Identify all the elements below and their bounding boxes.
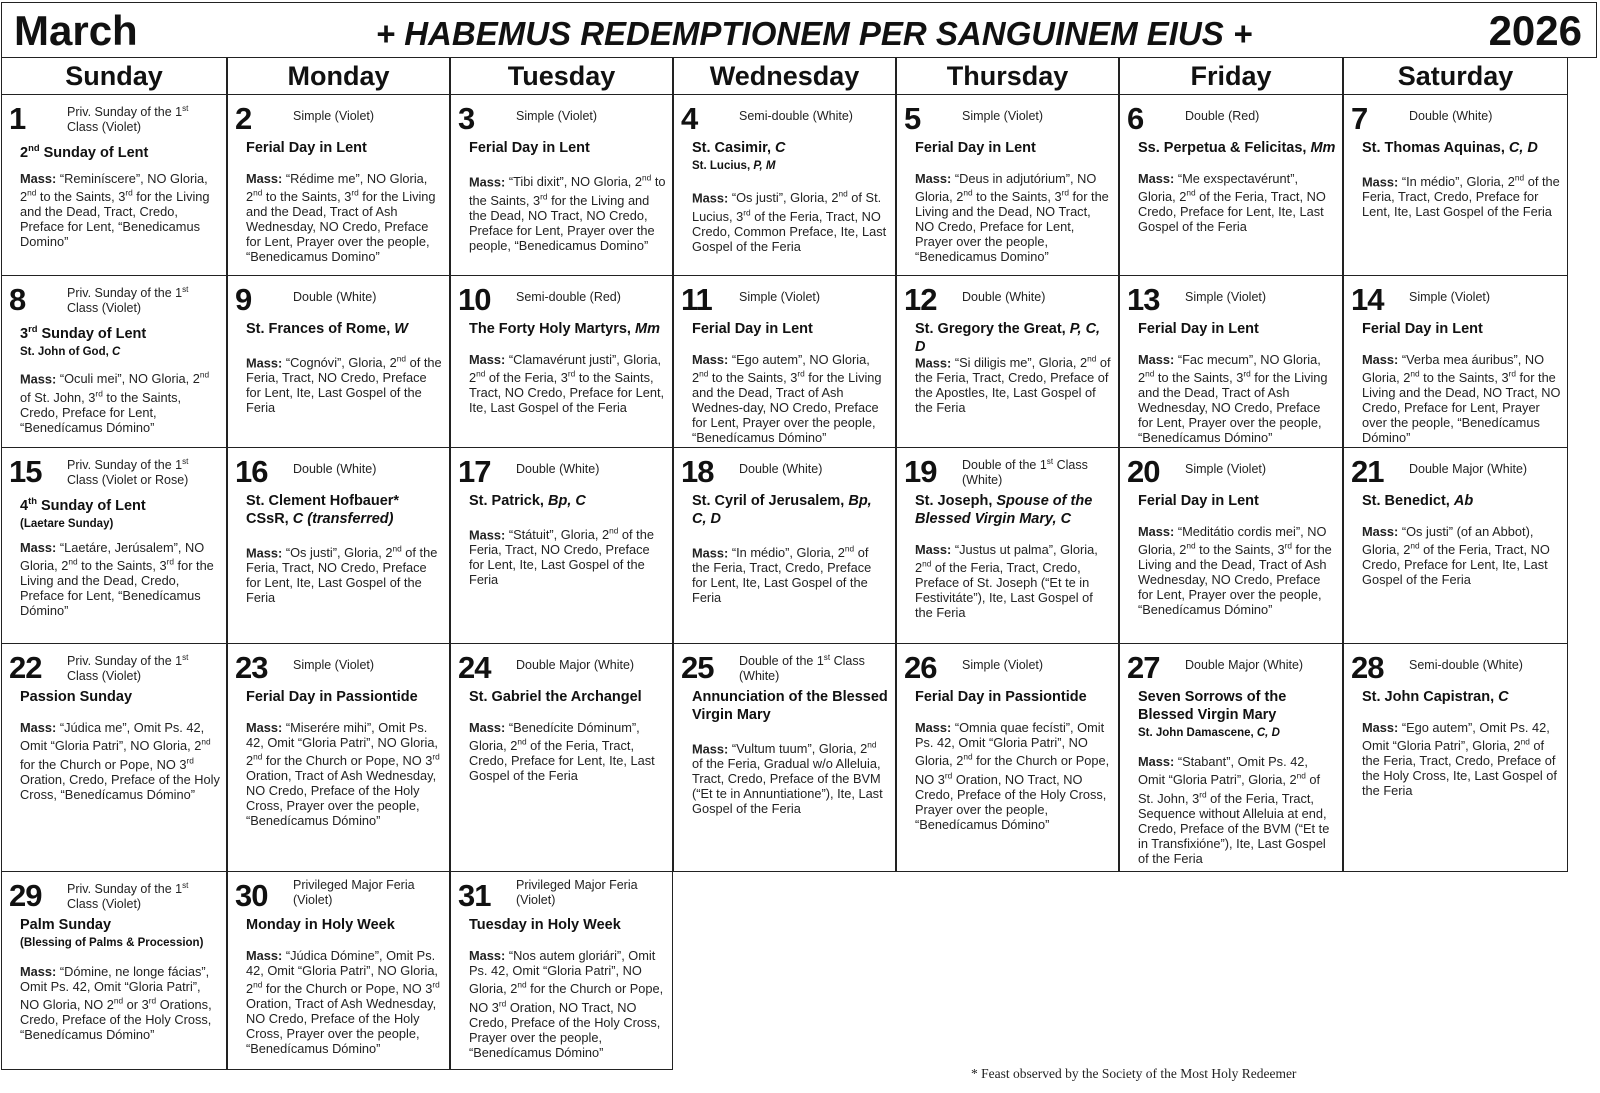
feast-name: Passion Sunday — [20, 689, 133, 705]
day-number: 22 — [9, 650, 42, 685]
commemoration: St. John Damascene, C, D — [1138, 727, 1280, 739]
mass-label: Mass: — [692, 190, 732, 206]
feast-title — [20, 492, 220, 533]
feast-name: Ferial Day in Lent — [692, 321, 813, 337]
feast-title — [246, 139, 443, 157]
day-cell-11[interactable] — [673, 276, 896, 448]
feast-name: Monday in Holy Week — [246, 917, 395, 933]
liturgical-rank: Semi-double (White) — [739, 109, 853, 123]
mass-propers — [20, 720, 220, 802]
commemoration: (Blessing of Palms & Procession) — [20, 937, 204, 949]
mass-text: “Miserére mihi”, Omit Ps. 42, Omit “Gloria Patri”, NO Gloria, 2nd for the Church or Pope, NO 3rd Oration, Tract of Ash Wednesday, NO Credo, Preface of the Holy Cross, Prayer over the people, “Benedícamus Dómino” — [246, 720, 440, 829]
liturgical-rank: Simple (Violet) — [516, 109, 598, 123]
mass-text: “Vultum tuum”, Gloria, 2nd of the Feria, Gradual w/o Alleluia, Tract, Credo, Preface of the BVM (“Et te in Annuntiatione”), Ite, Last Gospel of the Feria — [692, 740, 883, 817]
day-cell-21[interactable] — [1343, 448, 1568, 644]
mass-propers — [246, 171, 443, 264]
day-cell-15[interactable] — [1, 448, 227, 644]
mass-label: Mass: — [1138, 524, 1178, 539]
mass-text: “Júdica Dómine”, Omit Ps. 42, Omit “Gloria Patri”, NO Gloria, 2nd for the Church or Pope, NO 3rd Oration, Tract of Ash Wednesday, NO Credo, Preface of the Holy Cross, Prayer over the people, “Benedícamus Dómino” — [246, 948, 440, 1057]
day-cell-5[interactable] — [896, 95, 1119, 276]
mass-label: Mass: — [469, 352, 509, 367]
day-cell-24[interactable] — [450, 644, 673, 872]
mass-text: “In médio”, Gloria, 2nd of the Feria, Tract, Credo, Preface for Lent, Ite, Last Gospel of the Feria — [1362, 173, 1560, 220]
feast-title — [915, 320, 1112, 356]
mass-label: Mass: — [692, 352, 732, 367]
mass-propers — [1138, 754, 1336, 866]
mass-label: Mass: — [1138, 171, 1178, 186]
mass-propers — [915, 352, 1112, 415]
commemoration: (Laetare Sunday) — [20, 517, 114, 530]
feast-title — [1138, 320, 1336, 338]
day-number: 10 — [458, 282, 491, 317]
mass-label: Mass: — [1362, 174, 1402, 190]
day-cell-20[interactable] — [1119, 448, 1343, 644]
mass-propers — [1362, 352, 1561, 445]
liturgical-rank: Priv. Sunday of the 1st Class (Violet) — [67, 104, 189, 135]
mass-propers — [915, 542, 1112, 620]
mass-text: “Deus in adjutórium”, NO Gloria, 2nd to the Saints, 3rd for the Living and the Dead, NO Tract, NO Credo, Preface for Lent, Prayer over the people, “Benedicamus Domino” — [915, 171, 1109, 265]
commemoration: St. Lucius, P, M — [692, 160, 776, 172]
mass-text: “Justus ut palma”, Gloria, 2nd of the Feria, Tract, Credo, Preface of St. Joseph (“Et te in Festivitáte”), Ite, Last Gospel of the Feria — [915, 542, 1098, 621]
mass-label: Mass: — [469, 948, 509, 963]
day-number: 27 — [1127, 650, 1160, 685]
feast-title — [1138, 139, 1336, 157]
mass-label: Mass: — [1362, 352, 1402, 367]
day-number: 25 — [681, 650, 714, 685]
liturgical-rank: Double (White) — [739, 462, 823, 476]
day-number: 18 — [681, 454, 714, 489]
liturgical-rank: Simple (Violet) — [739, 290, 821, 304]
mass-text: “Meditátio cordis mei”, NO Gloria, 2nd to the Saints, 3rd for the Living and the Dead, Tract of Ash Wednesday, NO Credo, Preface for Lent, Prayer over the people, “Benedícamus Dómino” — [1138, 524, 1332, 618]
feast-title — [246, 492, 443, 528]
weekday-header-wednesday: Wednesday — [673, 58, 896, 95]
liturgical-rank: Double Major (White) — [1185, 658, 1304, 672]
liturgical-rank: Double Major (White) — [516, 658, 635, 672]
liturgical-rank: Double (White) — [293, 462, 377, 476]
feast-name: Ferial Day in Lent — [1138, 493, 1259, 509]
feast-title — [1362, 688, 1561, 706]
mass-label: Mass: — [915, 542, 955, 557]
mass-propers — [1138, 524, 1336, 617]
day-number: 8 — [9, 282, 26, 317]
feast-title — [469, 320, 666, 338]
feast-name: St. Thomas Aquinas, C, D — [1362, 140, 1538, 156]
feast-title — [20, 139, 220, 162]
mass-text: “Rédime me”, NO Gloria, 2nd to the Saints, 3rd for the Living and the Dead, Tract of Ash Wednesday, NO Credo, Preface for Lent, Prayer over the people, “Benedicamus Domino” — [246, 171, 436, 265]
mass-text: “Reminíscere”, NO Gloria, 2nd to the Saints, 3rd for the Living and the Dead, Tract, Credo, Preface for Lent, “Benedicamus Domino” — [20, 171, 210, 250]
day-number: 7 — [1351, 101, 1368, 136]
empty-cell — [896, 872, 1119, 1070]
week-row — [1, 872, 1597, 1070]
feast-name: 3rd Sunday of Lent — [20, 323, 147, 342]
day-number: 11 — [681, 282, 712, 317]
mass-text: “Clamavérunt justi”, Gloria, 2nd of the Feria, 3rd to the Saints, Tract, NO Credo, Preface for Lent, Ite, Last Gospel of the Feria — [469, 352, 665, 416]
mass-propers — [1362, 171, 1561, 219]
mass-text: “Me exspectavérunt”, Gloria, 2nd of the Feria, Tract, NO Credo, Preface for Lent, Ite, Last Gospel of the Feria — [1138, 171, 1326, 235]
motto: + HABEMUS REDEMPTIONEM PER SANGUINEM EIUS + — [375, 15, 1253, 52]
day-cell-4[interactable] — [673, 95, 896, 276]
liturgical-rank: Simple (Violet) — [293, 658, 375, 672]
day-cell-13[interactable] — [1119, 276, 1343, 448]
mass-label: Mass: — [20, 371, 60, 387]
day-number: 9 — [235, 282, 252, 317]
mass-propers — [692, 542, 889, 605]
feast-name: Annunciation of the Blessed Virgin Mary — [692, 689, 888, 723]
day-cell-29[interactable] — [1, 872, 227, 1070]
day-cell-17[interactable] — [450, 448, 673, 644]
week-row — [1, 448, 1597, 644]
liturgical-rank: Double of the 1st Class (White) — [962, 457, 1088, 488]
mass-text: “Fac mecum”, NO Gloria, 2nd to the Saints, 3rd for the Living and the Dead, Tract of Ash Wednesday, NO Credo, Preface for Lent, Prayer over the people, “Benedícamus Dómino” — [1138, 352, 1328, 446]
calendar-grid — [1, 95, 1597, 1070]
day-cell-9[interactable] — [227, 276, 450, 448]
day-number: 28 — [1351, 650, 1384, 685]
day-cell-2[interactable] — [227, 95, 450, 276]
mass-label: Mass: — [692, 741, 732, 757]
day-number: 15 — [9, 454, 42, 489]
day-cell-14[interactable] — [1343, 276, 1568, 448]
empty-cell — [1119, 872, 1343, 1070]
feast-title — [469, 492, 666, 510]
feast-name: St. John Capistran, C — [1362, 689, 1509, 705]
feast-name: St. Frances of Rome, W — [246, 321, 408, 337]
feast-title — [692, 688, 889, 724]
feast-name: St. Clement Hofbauer* CSsR, C (transferred) — [246, 493, 400, 527]
feast-title — [1362, 320, 1561, 338]
mass-text: “Ego autem”, Omit Ps. 42, Omit “Gloria Patri”, Gloria, 2nd of the Feria, Tract, Credo, Preface of the Holy Cross, Ite, Last Gospel of the Feria — [1362, 720, 1557, 799]
mass-text: “In médio”, Gloria, 2nd of the Feria, Tract, Credo, Preface for Lent, Ite, Last Gospel of the Feria — [692, 544, 872, 606]
calendar — [1, 2, 1598, 1088]
month-title: March — [14, 7, 138, 54]
day-cell-8[interactable] — [1, 276, 227, 448]
feast-title — [692, 492, 889, 528]
mass-text: “Státuit”, Gloria, 2nd of the Feria, Tract, NO Credo, Preface for Lent, Ite, Last Gospel of the Feria — [469, 526, 654, 588]
mass-propers — [20, 964, 220, 1042]
feast-name: Ferial Day in Passiontide — [246, 689, 418, 705]
mass-text: “Laetáre, Jerúsalem”, NO Gloria, 2nd to the Saints, 3rd for the Living and the Dead, Credo, Preface for Lent, “Benedícamus Dómino” — [20, 540, 214, 619]
weekday-header-monday: Monday — [227, 58, 450, 95]
feast-title — [915, 492, 1112, 528]
weekday-header-thursday: Thursday — [896, 58, 1119, 95]
liturgical-rank: Double (Red) — [1185, 109, 1260, 123]
mass-propers — [915, 171, 1112, 264]
day-cell-22[interactable] — [1, 644, 227, 872]
feast-name: Ferial Day in Passiontide — [915, 689, 1087, 705]
feast-title — [915, 139, 1112, 157]
feast-name: St. Cyril of Jerusalem, Bp, C, D — [692, 493, 872, 527]
mass-propers — [692, 352, 889, 445]
day-cell-16[interactable] — [227, 448, 450, 644]
feast-name: Ferial Day in Lent — [1138, 321, 1259, 337]
mass-label: Mass: — [1362, 720, 1402, 735]
mass-propers — [692, 738, 889, 816]
mass-label: Mass: — [246, 948, 286, 963]
feast-title — [1362, 492, 1561, 510]
day-number: 12 — [904, 282, 937, 317]
liturgical-rank: Simple (Violet) — [962, 109, 1044, 123]
feast-name: Ferial Day in Lent — [469, 140, 590, 156]
mass-label: Mass: — [246, 545, 286, 561]
feast-name: St. Casimir, C — [692, 140, 786, 156]
feast-name: Ferial Day in Lent — [915, 140, 1036, 156]
mass-text: “Júdica me”, Omit Ps. 42, Omit “Gloria Patri”, NO Gloria, 2nd for the Church or Pope, NO 3rd Oration, Credo, Preface of the Holy Cross, “Benedícamus Dómino” — [20, 720, 220, 802]
mass-propers — [469, 720, 666, 783]
day-number: 14 — [1351, 282, 1384, 317]
mass-text: “Ego autem”, NO Gloria, 2nd to the Saints, 3rd for the Living and the Dead, Tract of Ash Wednes-day, NO Credo, Preface for Lent, Prayer over the people, “Benedícamus Dómino” — [692, 352, 882, 446]
weekday-header-saturday: Saturday — [1343, 58, 1568, 95]
day-number: 30 — [235, 878, 268, 913]
feast-title — [692, 139, 889, 175]
day-cell-19[interactable] — [896, 448, 1119, 644]
mass-label: Mass: — [1138, 352, 1178, 367]
mass-propers — [469, 524, 666, 587]
footnote: * Feast observed by the Society of the Most Holy Redeemer — [971, 1066, 1297, 1081]
mass-propers — [692, 187, 889, 254]
day-number: 21 — [1351, 454, 1384, 489]
feast-title — [692, 320, 889, 338]
commemoration: St. John of God, C — [20, 345, 121, 358]
mass-text: “Oculi mei”, NO Gloria, 2nd of St. John, 3rd to the Saints, Credo, Preface for Lent, “Benedícamus Dómino” — [20, 370, 210, 435]
day-cell-3[interactable] — [450, 95, 673, 276]
feast-name: Tuesday in Holy Week — [469, 917, 621, 933]
feast-name: Ferial Day in Lent — [1362, 321, 1483, 337]
weekday-header-friday: Friday — [1119, 58, 1343, 95]
day-number: 19 — [904, 454, 937, 489]
feast-title — [469, 916, 666, 934]
day-number: 23 — [235, 650, 268, 685]
empty-cell — [1343, 872, 1568, 1070]
day-cell-12[interactable] — [896, 276, 1119, 448]
day-number: 2 — [235, 101, 252, 136]
mass-text: “Os justi”, Gloria, 2nd of St. Lucius, 3rd of the Feria, Tract, NO Credo, Common Preface, Ite, Last Gospel of the Feria — [692, 189, 887, 254]
feast-title — [246, 916, 443, 934]
day-cell-7[interactable] — [1343, 95, 1568, 276]
mass-text: “Os justi” (of an Abbot), Gloria, 2nd of the Feria, Tract, NO Credo, Preface for Lent, Ite, Last Gospel of the Feria — [1362, 524, 1550, 588]
calendar-header — [1, 2, 1597, 58]
feast-name: Ferial Day in Lent — [246, 140, 367, 156]
liturgical-rank: Double Major (White) — [1409, 462, 1528, 476]
day-number: 4 — [681, 101, 698, 136]
liturgical-rank: Double (White) — [1409, 109, 1493, 123]
mass-label: Mass: — [915, 720, 955, 735]
liturgical-rank: Double (White) — [293, 290, 377, 304]
day-number: 3 — [458, 101, 475, 136]
empty-cell — [673, 872, 896, 1070]
mass-propers — [1138, 171, 1336, 234]
day-number: 6 — [1127, 101, 1144, 136]
mass-label: Mass: — [1138, 754, 1178, 769]
feast-title — [246, 320, 443, 338]
mass-label: Mass: — [1362, 524, 1402, 539]
liturgical-rank: Simple (Violet) — [1409, 290, 1491, 304]
mass-propers — [20, 540, 220, 618]
feast-name: St. Patrick, Bp, C — [469, 493, 586, 509]
day-cell-31[interactable] — [450, 872, 673, 1070]
liturgical-rank: Privileged Major Feria (Violet) — [293, 878, 415, 907]
feast-name: St. Gabriel the Archangel — [469, 689, 642, 705]
mass-propers — [20, 368, 220, 435]
feast-name: Palm Sunday — [20, 917, 112, 933]
mass-propers — [469, 352, 666, 415]
mass-propers — [469, 948, 666, 1060]
liturgical-rank: Simple (Violet) — [293, 109, 375, 123]
feast-title — [246, 688, 443, 706]
day-number: 31 — [458, 878, 491, 913]
mass-label: Mass: — [246, 171, 286, 186]
feast-title — [469, 139, 666, 157]
liturgical-rank: Simple (Violet) — [1185, 462, 1267, 476]
mass-label: Mass: — [469, 174, 509, 190]
mass-propers — [469, 171, 666, 253]
mass-propers — [1138, 352, 1336, 445]
mass-label: Mass: — [469, 527, 509, 543]
mass-text: “Tibi dixit”, NO Gloria, 2nd to the Saints, 3rd for the Living and the Dead, NO Tract, NO Credo, Preface for Lent, Prayer over the people, “Benedicamus Domino” — [469, 173, 666, 253]
mass-text: “Cognóvi”, Gloria, 2nd of the Feria, Tract, NO Credo, Preface for Lent, Ite, Last Gospel of the Feria — [246, 354, 442, 416]
liturgical-rank: Priv. Sunday of the 1st Class (Violet or Rose) — [67, 457, 189, 488]
mass-text: “Os justi”, Gloria, 2nd of the Feria, Tract, NO Credo, Preface for Lent, Ite, Last Gospel of the Feria — [246, 544, 438, 606]
weekday-header-row — [1, 58, 1597, 95]
day-cell-23[interactable] — [227, 644, 450, 872]
mass-text: “Benedícite Dóminum”, Gloria, 2nd of the Feria, Tract, Credo, Preface for Lent, Ite, Last Gospel of the Feria — [469, 720, 655, 784]
feast-name: Seven Sorrows of the Blessed Virgin Mary — [1138, 689, 1287, 723]
feast-title — [20, 916, 220, 952]
mass-label: Mass: — [246, 355, 286, 371]
mass-label: Mass: — [915, 355, 955, 371]
day-cell-26[interactable] — [896, 644, 1119, 872]
mass-propers — [20, 171, 220, 249]
liturgical-rank: Double (White) — [516, 462, 600, 476]
mass-propers — [246, 720, 443, 828]
day-cell-1[interactable] — [1, 95, 227, 276]
feast-name: The Forty Holy Martyrs, Mm — [469, 321, 660, 337]
mass-label: Mass: — [469, 720, 509, 735]
day-cell-10[interactable] — [450, 276, 673, 448]
feast-name: 2nd Sunday of Lent — [20, 142, 149, 161]
day-number: 13 — [1127, 282, 1160, 317]
liturgical-rank: Priv. Sunday of the 1st Class (Violet) — [67, 285, 189, 316]
feast-title — [1362, 139, 1561, 157]
mass-text: “Nos autem gloriári”, Omit Ps. 42, Omit “Gloria Patri”, NO Gloria, 2nd for the Church or Pope, NO 3rd Oration, NO Tract, NO Credo, Preface of the Holy Cross, Prayer over the people, “Benedícamus Dómino” — [469, 948, 664, 1060]
day-cell-18[interactable] — [673, 448, 896, 644]
feast-title — [20, 320, 220, 361]
weekday-header-sunday: Sunday — [1, 58, 227, 95]
feast-name: Ss. Perpetua & Felicitas, Mm — [1138, 140, 1336, 156]
mass-propers — [246, 948, 443, 1056]
liturgical-rank: Priv. Sunday of the 1st Class (Violet) — [67, 881, 189, 912]
mass-propers — [246, 352, 443, 415]
liturgical-rank: Simple (Violet) — [1185, 290, 1267, 304]
day-cell-30[interactable] — [227, 872, 450, 1070]
liturgical-rank: Double (White) — [962, 290, 1046, 304]
feast-name: St. Benedict, Ab — [1362, 493, 1474, 509]
mass-text: “Si diligis me”, Gloria, 2nd of the Feria, Tract, Credo, Preface of the Apostles, Ite, Last Gospel of the Feria — [915, 354, 1111, 416]
mass-label: Mass: — [20, 720, 60, 735]
mass-propers — [915, 720, 1112, 832]
liturgical-rank: Priv. Sunday of the 1st Class (Violet) — [67, 653, 189, 684]
mass-propers — [1362, 720, 1561, 798]
liturgical-rank: Simple (Violet) — [962, 658, 1044, 672]
mass-label: Mass: — [692, 545, 732, 561]
liturgical-rank: Double of the 1st Class (White) — [739, 653, 865, 684]
feast-title — [20, 688, 220, 706]
mass-text: “Omnia quae fecísti”, Omit Ps. 42, Omit “Gloria Patri”, NO Gloria, 2nd for the Church or Pope, NO 3rd Oration, NO Tract, NO Credo, Preface of the Holy Cross, Prayer over the people, “Benedícamus Dómino” — [915, 720, 1110, 832]
day-number: 29 — [9, 878, 42, 913]
mass-text: “Dómine, ne longe fácias”, Omit Ps. 42, Omit “Gloria Patri”, NO Gloria, NO 2nd or 3rd Orations, Credo, Preface of the Holy Cross, “Benedícamus Dómino” — [20, 964, 212, 1043]
mass-label: Mass: — [20, 540, 60, 555]
day-number: 5 — [904, 101, 921, 136]
day-number: 20 — [1127, 454, 1160, 489]
feast-name: 4th Sunday of Lent — [20, 495, 146, 514]
mass-text: “Verba mea áuribus”, NO Gloria, 2nd to the Saints, 3rd for the Living and the Dead, NO Tract, NO Credo, Preface for Lent, Prayer over the people, “Benedícamus Dómino” — [1362, 352, 1561, 446]
weekday-header-tuesday: Tuesday — [450, 58, 673, 95]
day-number: 24 — [458, 650, 491, 685]
day-number: 26 — [904, 650, 937, 685]
day-number: 1 — [9, 101, 26, 136]
feast-title — [1138, 688, 1336, 742]
mass-propers — [246, 542, 443, 605]
day-cell-6[interactable] — [1119, 95, 1343, 276]
day-cell-28[interactable] — [1343, 644, 1568, 872]
mass-label: Mass: — [20, 171, 60, 186]
mass-text: “Stabant”, Omit Ps. 42, Omit “Gloria Patri”, Gloria, 2nd of St. John, 3rd of the Feria, Tract, Sequence without Alleluia at end, Credo, Preface of the BVM (“Et te in Transfixióne”), Ite, Last Gospel of the Feria — [1138, 754, 1330, 866]
feast-title — [469, 688, 666, 706]
week-row — [1, 644, 1597, 872]
feast-name: St. Gregory the Great, P, C, D — [915, 321, 1101, 355]
day-number: 16 — [235, 454, 268, 489]
day-number: 17 — [458, 454, 491, 489]
liturgical-rank: Privileged Major Feria (Violet) — [516, 878, 638, 907]
day-cell-27[interactable] — [1119, 644, 1343, 872]
feast-title — [915, 688, 1112, 706]
week-row — [1, 276, 1597, 448]
feast-name: St. Joseph, Spouse of the Blessed Virgin Mary, C — [915, 493, 1093, 527]
mass-label: Mass: — [246, 720, 286, 735]
feast-title — [1138, 492, 1336, 510]
mass-label: Mass: — [20, 964, 60, 979]
mass-propers — [1362, 524, 1561, 587]
day-cell-25[interactable] — [673, 644, 896, 872]
liturgical-rank: Semi-double (Red) — [516, 290, 621, 304]
year-title: 2026 — [1488, 7, 1582, 54]
mass-label: Mass: — [915, 171, 955, 186]
liturgical-rank: Semi-double (White) — [1409, 658, 1523, 672]
week-row — [1, 95, 1597, 276]
